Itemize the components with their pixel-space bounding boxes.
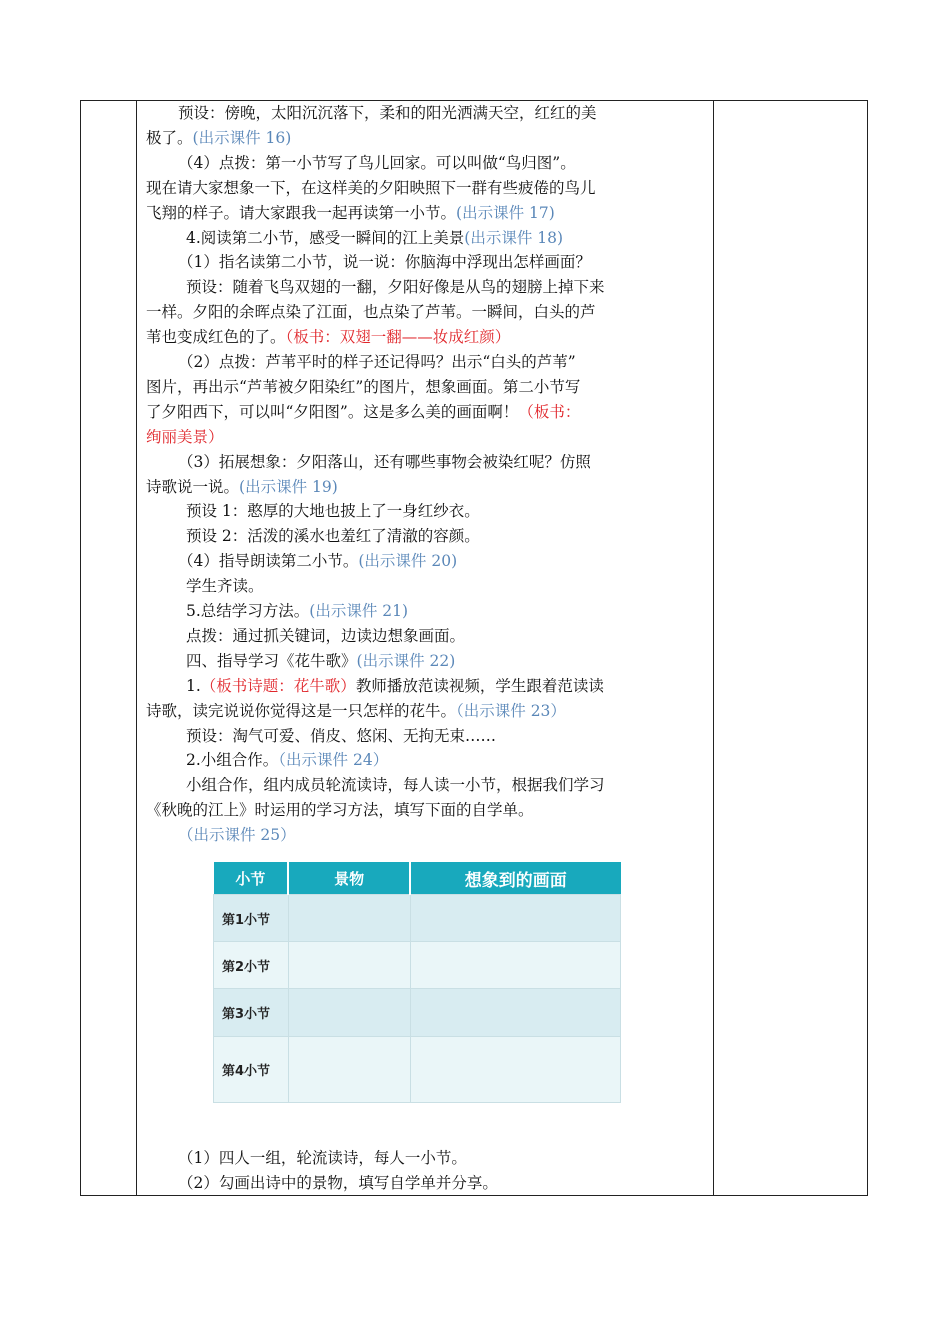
- text-segment: 预设 2：活泼的溪水也羞红了清澈的容颜。: [186, 527, 480, 546]
- text-segment: 5.总结学习方法。: [186, 602, 310, 620]
- text-line: [146, 377, 580, 397]
- board-note: （板书：: [518, 402, 581, 421]
- text-segment: （1）指名读第二小节，说一说：你脑海中浮现出怎样画面？: [178, 253, 591, 272]
- worksheet-cell: [288, 1037, 410, 1103]
- worksheet-header-section: 小节: [214, 862, 289, 895]
- text-line: [146, 178, 596, 198]
- worksheet-cell: [410, 895, 620, 942]
- text-segment: 教师播放范读视频，学生跟着范读读: [355, 676, 604, 695]
- text-segment: （2）勾画出诗中的景物，填写自学单并分享。: [178, 1174, 498, 1192]
- text-line: [146, 651, 455, 671]
- worksheet-header-scenery: 景物: [288, 862, 410, 895]
- text-line: [146, 1173, 498, 1193]
- worksheet-cell: [288, 895, 410, 942]
- text-segment: 飞翔的样子。请大家跟我一起再读第一小节。: [146, 203, 457, 222]
- text-segment: 现在请大家想象一下，在这样美的夕阳映照下一群有些疲倦的鸟儿: [146, 178, 596, 197]
- worksheet-cell: [410, 1037, 620, 1103]
- text-line: [146, 203, 555, 223]
- self-study-worksheet: [213, 862, 621, 1102]
- text-line: [146, 750, 388, 770]
- text-line: [146, 825, 296, 845]
- worksheet-cell: [410, 989, 620, 1037]
- column-divider-right: [713, 101, 714, 1195]
- text-segment: 点拨：通过抓关键词，边读边想象画面。: [186, 626, 466, 645]
- text-segment: 诗歌，读完说说你觉得这是一只怎样的花牛。: [146, 701, 457, 720]
- text-line: [146, 427, 224, 447]
- text-line: [146, 128, 291, 148]
- courseware-ref: (出示课件 17): [456, 203, 555, 222]
- text-segment: 小组合作，组内成员轮流读诗，每人读一小节，根据我们学习: [186, 776, 605, 795]
- worksheet-row-label: 第2小节: [214, 942, 289, 989]
- text-segment: 《秋晚的江上》时运用的学习方法，填写下面的自学单。: [146, 801, 534, 820]
- courseware-ref: (出示课件 16): [192, 128, 292, 147]
- courseware-ref: (出示课件 18): [464, 228, 564, 247]
- text-segment: （4）点拨：第一小节写了鸟儿回家。可以叫做“鸟归图”。: [178, 153, 576, 172]
- text-line: [146, 501, 480, 521]
- text-line: [146, 800, 534, 820]
- courseware-ref: （出示课件 25）: [178, 826, 296, 845]
- board-note: （板书诗题：花牛歌）: [200, 676, 356, 695]
- text-segment: 苇也变成红色的了。: [146, 328, 286, 347]
- text-line: [146, 676, 604, 696]
- worksheet-row-label: 第4小节: [214, 1037, 289, 1103]
- text-line: [146, 526, 480, 546]
- text-segment: 了夕阳西下，可以叫“夕阳图”。这是多么美的画面啊！: [146, 402, 519, 421]
- text-line: [146, 626, 465, 646]
- courseware-ref: (出示课件 21): [309, 602, 409, 620]
- worksheet-cell: [288, 989, 410, 1037]
- text-segment: （2）点拨：芦苇平时的样子还记得吗？出示“白头的芦苇”: [178, 353, 576, 371]
- text-segment: （3）拓展想象：夕阳落山，还有哪些事物会被染红呢？仿照: [178, 452, 591, 471]
- worksheet-cell: [410, 942, 620, 989]
- text-segment: 1.: [186, 676, 201, 695]
- text-segment: （1）四人一组，轮流读诗，每人一小节。: [178, 1149, 467, 1167]
- text-segment: 2.小组合作。: [186, 751, 279, 770]
- worksheet-row-label: 第1小节: [214, 895, 289, 942]
- text-line: [146, 1148, 467, 1168]
- text-line: [146, 601, 408, 621]
- courseware-ref: （出示课件 23）: [456, 701, 566, 720]
- text-line: [146, 302, 596, 322]
- text-segment: 预设：随着飞鸟双翅的一翻，夕阳好像是从鸟的翅膀上掉下来: [186, 278, 605, 297]
- text-segment: 极了。: [146, 128, 193, 147]
- text-segment: 预设：傍晚，太阳沉沉落下，柔和的阳光洒满天空，红红的美: [178, 104, 597, 122]
- text-line: [146, 252, 591, 272]
- text-segment: 图片，再出示“芦苇被夕阳染红”的图片，想象画面。第二小节写: [146, 377, 581, 396]
- text-line: [146, 452, 591, 472]
- text-line: [146, 352, 576, 372]
- text-segment: （4）指导朗读第二小节。: [178, 552, 359, 571]
- text-segment: 预设：淘气可爱、俏皮、悠闲、无拘无束……: [186, 726, 497, 745]
- text-line: [146, 701, 566, 721]
- text-segment: 预设 1：憨厚的大地也披上了一身红纱衣。: [186, 502, 480, 521]
- worksheet-row-label: 第3小节: [214, 989, 289, 1037]
- text-line: [146, 327, 510, 347]
- text-line: [146, 551, 457, 571]
- board-note: 绚丽美景）: [146, 427, 224, 446]
- text-segment: 四、指导学习《花牛歌》: [186, 651, 357, 670]
- text-segment: 学生齐读。: [186, 577, 264, 596]
- text-line: [146, 228, 563, 248]
- board-note: （板书：双翅一翻——妆成红颜）: [285, 328, 511, 347]
- text-line: [146, 726, 496, 746]
- text-line: [146, 477, 338, 497]
- courseware-ref: (出示课件 20): [358, 552, 458, 571]
- courseware-ref: （出示课件 24）: [278, 751, 389, 770]
- text-line: [146, 576, 264, 596]
- text-line: [146, 277, 605, 297]
- text-line: [146, 153, 576, 173]
- text-line: [146, 103, 597, 123]
- worksheet-cell: [288, 942, 410, 989]
- text-segment: 4.阅读第二小节，感受一瞬间的江上美景: [186, 228, 465, 247]
- worksheet-header-imagined-scene: 想象到的画面: [410, 862, 620, 895]
- text-line: [146, 775, 605, 795]
- text-segment: 诗歌说一说。: [146, 477, 240, 496]
- text-line: [146, 402, 580, 422]
- courseware-ref: (出示课件 19): [239, 477, 338, 496]
- text-segment: 一样。夕阳的余晖点染了江面，也点染了芦苇。一瞬间，白头的芦: [146, 303, 596, 322]
- courseware-ref: (出示课件 22): [356, 651, 456, 670]
- column-divider-left: [136, 101, 137, 1195]
